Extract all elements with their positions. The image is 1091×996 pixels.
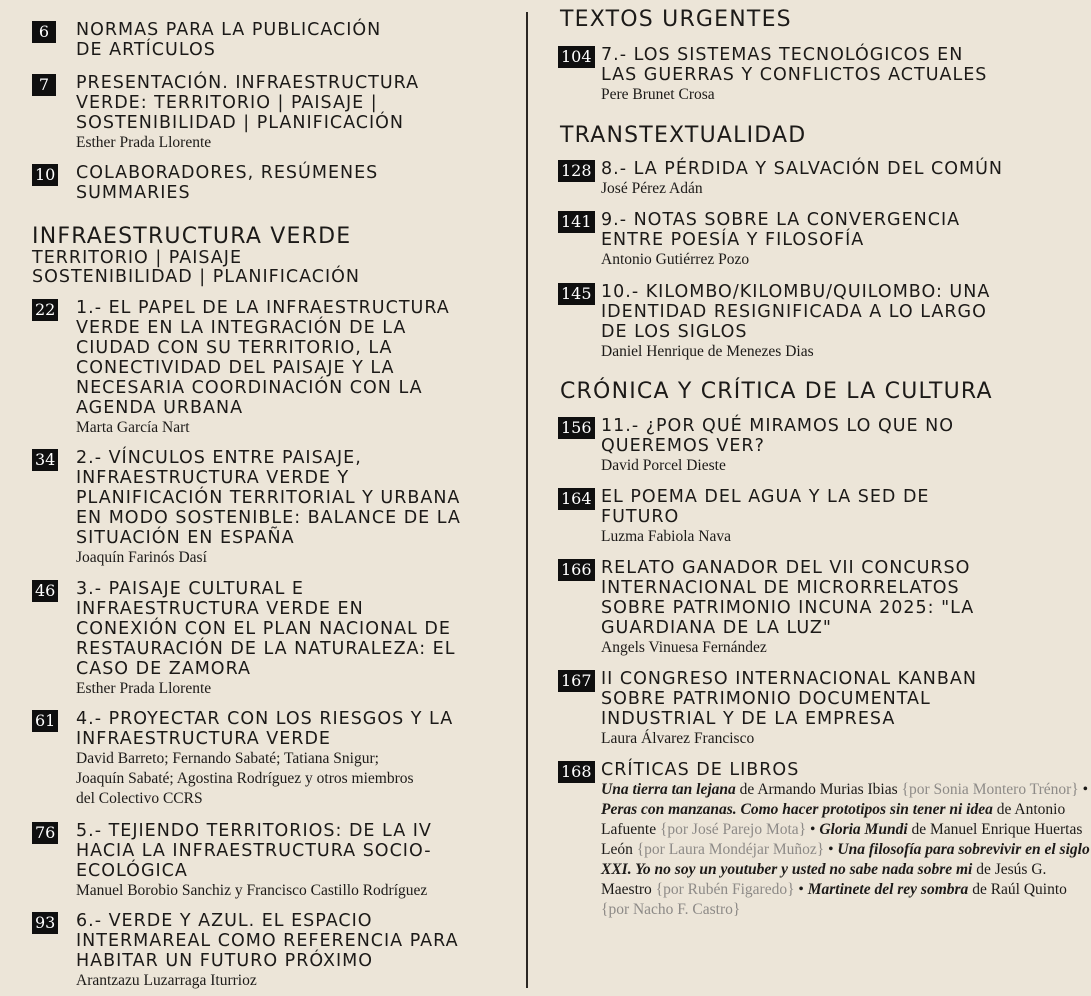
entry-author: Esther Prada Llorente (76, 134, 212, 151)
entry-author: Manuel Borobio Sanchiz y Francisco Castillo Rodríguez (76, 882, 428, 899)
entry-title: NORMAS PARA LA PUBLICACIÓN DE ARTÍCULOS (76, 20, 382, 60)
entry-title: PRESENTACIÓN. INFRAESTRUCTURA VERDE: TERRITORIO | PAISAJE | SOSTENIBILIDAD | PLANIFICACIÓN (76, 73, 420, 133)
entry-author: Angels Vinuesa Fernández (601, 639, 767, 656)
review-book-title: Gloria Mundi (819, 821, 908, 838)
review-text: de Manuel Enrique Huertas León (601, 821, 1083, 858)
review-book-title: Martinete del rey sombra (807, 881, 969, 898)
entry-title: 4.- PROYECTAR CON LOS RIESGOS Y LA INFRAESTRUCTURA VERDE (76, 709, 454, 749)
entry-title: 11.- ¿POR QUÉ MIRAMOS LO QUE NO QUEREMOS VER? (601, 416, 955, 456)
entry-title: 6.- VERDE Y AZUL. EL ESPACIO INTERMAREAL COMO REFERENCIA PARA HABITAR UN FUTURO PRÓXIMO (76, 911, 459, 971)
review-text: • (806, 821, 820, 838)
section-subtitle: SOSTENIBILIDAD | PLANIFICACIÓN (32, 267, 360, 287)
review-reviewer: {por José Parejo Mota} (659, 821, 807, 838)
page-number-badge: 164 (558, 488, 595, 510)
column-divider (526, 12, 528, 988)
review-text: de Antonio Lafuente (601, 801, 1066, 838)
page-number-badge: 128 (558, 160, 595, 182)
page-number-badge: 166 (558, 559, 595, 581)
book-reviews-list (601, 780, 1091, 920)
toc-entry (32, 821, 546, 901)
toc-entry (32, 579, 546, 699)
entry-title: RELATO GANADOR DEL VII CONCURSO INTERNACIONAL DE MICRORRELATOS SOBRE PATRIMONIO INCUNA 2025: "LA GUARDIANA DE LA LUZ" (601, 558, 975, 638)
entry-title: 9.- NOTAS SOBRE LA CONVERGENCIA ENTRE POESÍA Y FILOSOFÍA (601, 210, 961, 250)
toc-entry (32, 911, 546, 991)
page-number-badge: 34 (32, 449, 58, 471)
page-number-badge: 156 (558, 417, 595, 439)
toc-entry (558, 282, 1091, 362)
entry-title: 2.- VÍNCULOS ENTRE PAISAJE, INFRAESTRUCTURA VERDE Y PLANIFICACIÓN TERRITORIAL Y URBANA EN MODO SOSTENIBLE: BALANCE DE LA SITUACIÓN EN ESPAÑA (76, 448, 461, 548)
toc-entry (32, 73, 546, 153)
entry-title: 10.- KILOMBO/KILOMBU/QUILOMBO: UNA IDENTIDAD RESIGNIFICADA A LO LARGO DE LOS SIGLOS (601, 282, 991, 342)
page-number-badge: 168 (558, 761, 595, 783)
page-number-badge: 7 (32, 74, 56, 96)
entry-title: 5.- TEJIENDO TERRITORIOS: DE LA IV HACIA LA INFRAESTRUCTURA SOCIO- ECOLÓGICA (76, 821, 432, 881)
entry-author: Marta García Nart (76, 419, 190, 436)
review-text: • (824, 841, 838, 858)
toc-entry (558, 558, 1091, 658)
page-number-badge: 141 (558, 211, 595, 233)
page-number-badge: 145 (558, 283, 595, 305)
section-title: TEXTOS URGENTES (560, 7, 792, 32)
review-book-title: Una tierra tan lejana (601, 781, 736, 798)
entry-title: COLABORADORES, RESÚMENES SUMMARIES (76, 163, 379, 203)
section-subtitle: TERRITORIO | PAISAJE (32, 248, 242, 268)
review-text: de Raúl Quinto (968, 881, 1067, 898)
toc-entry (32, 448, 546, 568)
toc-entry (558, 210, 1091, 270)
toc-entry (558, 45, 1091, 105)
page-number-badge: 6 (32, 21, 56, 43)
review-text: de Jesús G. Maestro (601, 861, 1047, 898)
review-text: • (794, 881, 808, 898)
toc-entry (558, 159, 1091, 199)
entry-author: Luzma Fabiola Nava (601, 528, 731, 545)
toc-entry (32, 20, 546, 60)
entry-title: EL POEMA DEL AGUA Y LA SED DE FUTURO (601, 487, 930, 527)
entry-title: 7.- LOS SISTEMAS TECNOLÓGICOS EN LAS GUERRAS Y CONFLICTOS ACTUALES (601, 45, 988, 85)
page-number-badge: 61 (32, 710, 58, 732)
book-reviews-entry (558, 760, 1091, 920)
entry-title: 3.- PAISAJE CULTURAL E INFRAESTRUCTURA VERDE EN CONEXIÓN CON EL PLAN NACIONAL DE RESTAURACIÓN DE LA NATURALEZA: EL CASO DE ZAMORA (76, 579, 456, 679)
review-reviewer: {por Laura Mondéjar Muñoz} (636, 841, 825, 858)
entry-author: Daniel Henrique de Menezes Dias (601, 343, 814, 360)
review-text: • (1078, 781, 1089, 798)
entry-title: 1.- EL PAPEL DE LA INFRAESTRUCTURA VERDE EN LA INTEGRACIÓN DE LA CIUDAD CON SU TERRITORIO, LA CONECTIVIDAD DEL PAISAJE Y LA NECESARIA COORDINACIÓN CON LA AGENDA URBANA (76, 298, 450, 418)
entry-author: Esther Prada Llorente (76, 680, 212, 697)
review-text: de Armando Murias Ibias (735, 781, 902, 798)
page-number-badge: 76 (32, 822, 58, 844)
entry-title: II CONGRESO INTERNACIONAL KANBAN SOBRE PATRIMONIO DOCUMENTAL INDUSTRIAL Y DE LA EMPRESA (601, 669, 977, 729)
entry-author: Laura Álvarez Francisco (601, 730, 755, 747)
entry-author: David Barreto; Fernando Sabaté; Tatiana Snigur; Joaquín Sabaté; Agostina Rodríguez y otros miembros del Colectivo CCRS (76, 750, 414, 807)
review-reviewer: {por Sonia Montero Trénor} (901, 781, 1079, 798)
review-book-title: Peras con manzanas. Como hacer prototipos sin tener ni idea (601, 801, 993, 818)
entry-title: CRÍTICAS DE LIBROS (601, 760, 800, 780)
toc-entry (558, 487, 1091, 547)
entry-author: Joaquín Farinós Dasí (76, 549, 207, 566)
page-number-badge: 10 (32, 164, 58, 186)
page-number-badge: 22 (32, 299, 58, 321)
toc-entry (558, 416, 1091, 476)
entry-author: David Porcel Dieste (601, 457, 726, 474)
toc-entry (32, 163, 546, 203)
toc-entry (558, 669, 1091, 749)
review-reviewer: {por Nacho F. Castro} (601, 901, 741, 918)
page-number-badge: 93 (32, 912, 58, 934)
page-number-badge: 46 (32, 580, 58, 602)
section-title: INFRAESTRUCTURA VERDE (32, 224, 352, 249)
toc-entry (32, 709, 546, 809)
page-number-badge: 104 (558, 46, 595, 68)
review-reviewer: {por Rubén Figaredo} (655, 881, 795, 898)
entry-author: José Pérez Adán (601, 180, 703, 197)
entry-title: 8.- LA PÉRDIDA Y SALVACIÓN DEL COMÚN (601, 159, 1004, 179)
section-title: TRANSTEXTUALIDAD (560, 123, 807, 148)
section-header (32, 225, 502, 287)
page-number-badge: 167 (558, 670, 595, 692)
section-title: CRÓNICA Y CRÍTICA DE LA CULTURA (560, 379, 993, 404)
review-book-title: Una filosofía para sobrevivir en el siglo XXI. Yo no soy un youtuber y usted no sabe nada sobre mi (601, 841, 1090, 878)
toc-entry (32, 298, 546, 438)
entry-author: Arantzazu Luzarraga Iturrioz (76, 972, 257, 989)
entry-author: Antonio Gutiérrez Pozo (601, 251, 750, 268)
entry-author: Pere Brunet Crosa (601, 86, 715, 103)
